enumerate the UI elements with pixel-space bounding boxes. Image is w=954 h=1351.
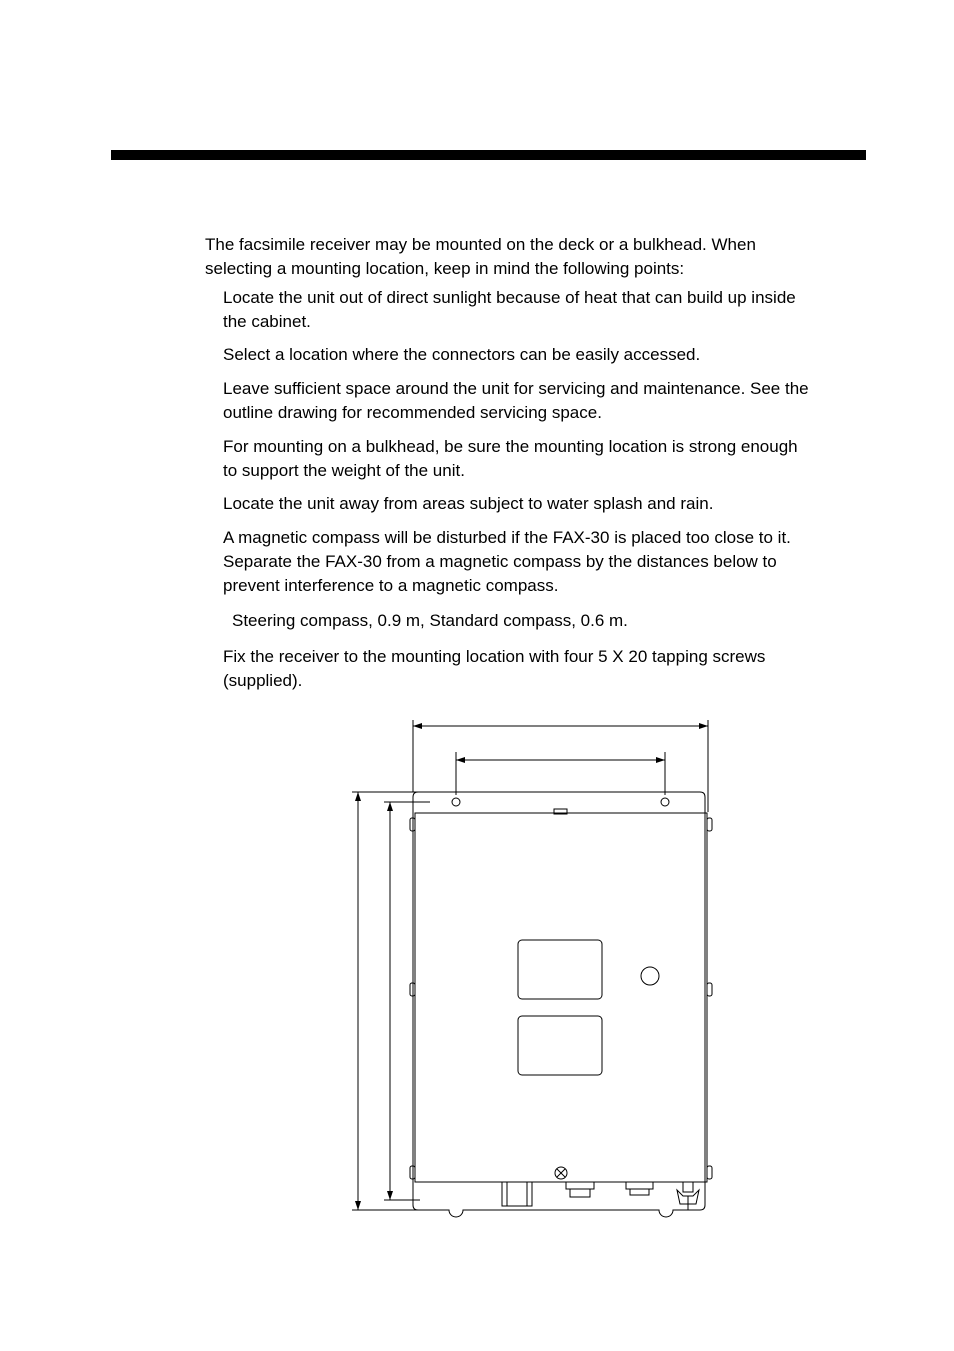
point-fix-line-1: Fix the receiver to the mounting location with four 5 X 20 tapping screws xyxy=(223,647,766,666)
mounting-hole-left xyxy=(452,798,460,806)
point-bulkhead-line-1: For mounting on a bulkhead, be sure the mounting location is strong enough xyxy=(223,437,798,456)
ground-terminal xyxy=(677,1182,699,1210)
point-compass-line-3: prevent interference to a magnetic compass. xyxy=(223,576,559,595)
point-sunlight-line-1: Locate the unit out of direct sunlight because of heat that can build up inside xyxy=(223,288,796,307)
upper-panel xyxy=(518,940,602,999)
dimension-cabinet-height xyxy=(384,802,430,1200)
mounting-plate xyxy=(413,792,705,1217)
dimension-overall-height xyxy=(352,792,418,1210)
bottom-connectors xyxy=(502,1182,653,1206)
point-fix-line-2: (supplied). xyxy=(223,671,303,690)
point-connectors: Select a location where the connectors can be easily accessed. xyxy=(223,345,701,364)
point-space-line-2: outline drawing for recommended servicing space. xyxy=(223,403,602,422)
point-sunlight-line-2: the cabinet. xyxy=(223,312,311,331)
compass-distances: Steering compass, 0.9 m, Standard compass, 0.6 m. xyxy=(232,611,628,630)
point-space-line-1: Leave sufficient space around the unit for servicing and maintenance. See the xyxy=(223,379,809,398)
bottom-screw xyxy=(555,1167,567,1179)
cabinet-body xyxy=(415,813,707,1182)
lower-panel xyxy=(518,1016,602,1075)
intro-line-1: The facsimile receiver may be mounted on the deck or a bulkhead. When xyxy=(205,235,756,254)
indicator-lamp xyxy=(641,967,659,985)
dimension-hole-spacing xyxy=(456,752,665,795)
point-bulkhead-line-2: to support the weight of the unit. xyxy=(223,461,465,480)
point-compass-line-1: A magnetic compass will be disturbed if the FAX-30 is placed too close to it. xyxy=(223,528,791,547)
point-water: Locate the unit away from areas subject to water splash and rain. xyxy=(223,494,714,513)
intro-line-2: selecting a mounting location, keep in mind the following points: xyxy=(205,259,685,278)
point-compass-line-2: Separate the FAX-30 from a magnetic compass by the distances below to xyxy=(223,552,777,571)
mounting-hole-right xyxy=(661,798,669,806)
